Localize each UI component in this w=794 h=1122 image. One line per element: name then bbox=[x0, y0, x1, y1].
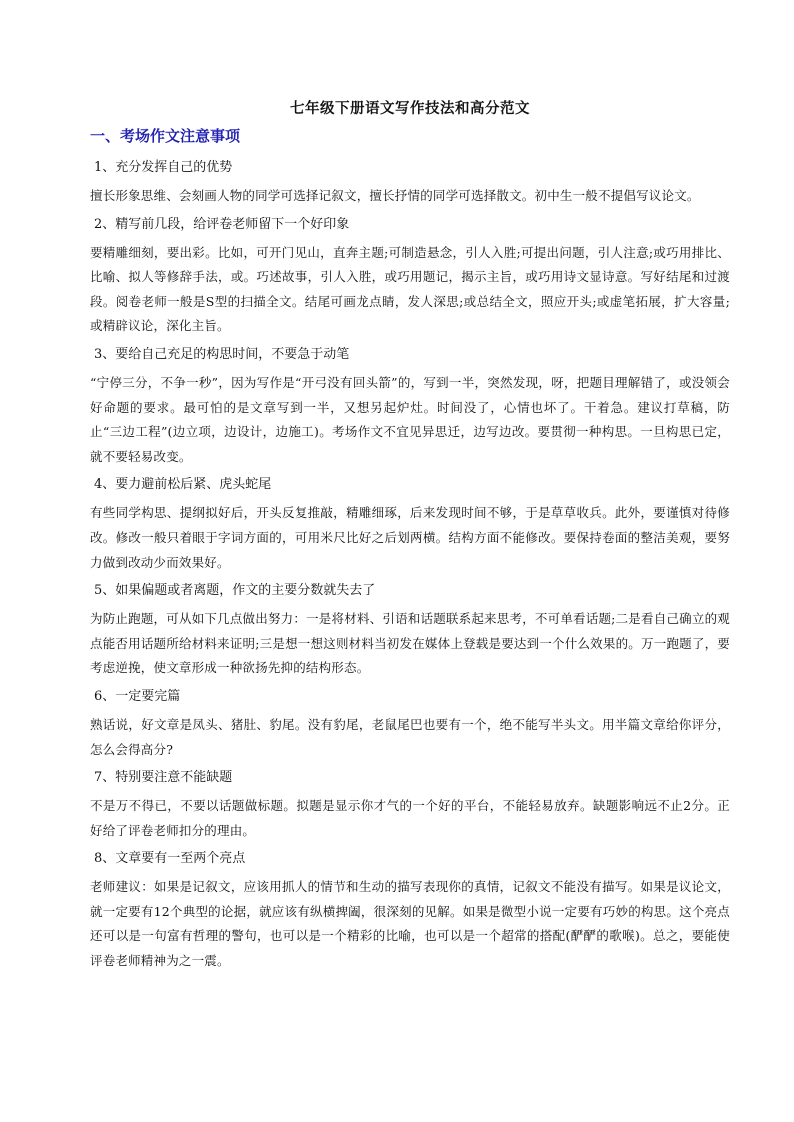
item-heading: 6、一定要完篇 bbox=[94, 688, 181, 704]
list-item bbox=[90, 847, 730, 973]
list-item bbox=[90, 343, 730, 469]
item-body: “宁停三分，不争一秒”，因为写作是“开弓没有回头箭”的，写到一半，突然发现，呀，把题目理解错了，或没领会好命题的要求。最可怕的是文章写到一半，又想另起炉灶。时间没了，心情也坏了。干着急。建议打草稿，防止“三边工程”(边立项，边设计，边施工)。考场作文不宜见异思迁，边写边改。要贯彻一种构思。一旦构思已定，就不要轻易改变。 bbox=[90, 374, 730, 464]
item-body: 擅长形象思维、会刻画人物的同学可选择记叙文，擅长抒情的同学可选择散文。初中生一般不提倡写议论文。 bbox=[90, 188, 700, 203]
item-body: 要精雕细刻，要出彩。比如，可开门见山，直奔主题;可制造悬念，引人入胜;可提出问题，引人注意;或巧用排比、比喻、拟人等修辞手法，或。巧述故事，引人入胜，或巧用题记，揭示主旨，或巧用诗文显诗意。写好结尾和过渡段。阅卷老师一般是S型的扫描全文。结尾可画龙点睛，发人深思;或总结全文，照应开头;或虚笔拓展，扩大容量;或精辟议论，深化主旨。 bbox=[90, 244, 730, 334]
list-item bbox=[90, 156, 730, 209]
item-body: 不是万不得已，不要以话题做标题。拟题是显示你才气的一个好的平台，不能轻易放弃。缺题影响远不止2分。正好给了评卷老师扣分的理由。 bbox=[90, 798, 730, 838]
list-item bbox=[90, 473, 730, 575]
item-body: 有些同学构思、提纲拟好后，开头反复推敲，精雕细琢，后来发现时间不够，于是草草收兵。此外，要谨慎对待修改。修改一般只着眼于字词方面的，可用米尺比好之后划两横。结构方面不能修改。要保持卷面的整洁美观，要努力做到改动少而效果好。 bbox=[90, 505, 730, 570]
document-title: 七年级下册语文写作技法和高分范文 bbox=[290, 100, 530, 117]
section-heading: 一、考场作文注意事项 bbox=[90, 127, 241, 145]
item-heading: 5、如果偏题或者离题，作文的主要分数就失去了 bbox=[94, 583, 376, 599]
document-page bbox=[90, 98, 730, 978]
list-item bbox=[90, 213, 730, 339]
item-body: 老师建议：如果是记叙文，应该用抓人的情节和生动的描写表现你的真情，记叙文不能没有描写。如果是议论文，就一定要有12个典型的论据，就应该有纵横捭阖，很深刻的见解。如果是微型小说一定要有巧妙的构思。这个亮点还可以是一句富有哲理的警句，也可以是一个精彩的比喻，也可以是一个超常的搭配(酽酽的歌喉)。总之，要能使评卷老师精神为之一震。 bbox=[90, 879, 730, 969]
item-body: 熟话说，好文章是凤头、猪肚、豹尾。没有豹尾，老鼠尾巴也要有一个，绝不能写半头文。用半篇文章给你评分，怎么会得高分? bbox=[90, 716, 730, 757]
item-heading: 4、要力避前松后紧、虎头蛇尾 bbox=[94, 477, 272, 493]
item-heading: 1、充分发挥自己的优势 bbox=[94, 160, 233, 175]
item-heading: 7、特别要注意不能缺题 bbox=[94, 770, 233, 786]
item-heading: 3、要给自己充足的构思时间，不要急于动笔 bbox=[94, 346, 350, 362]
item-heading: 8、文章要有一至两个亮点 bbox=[94, 851, 246, 867]
item-body: 为防止跑题，可从如下几点做出努力：一是将材料、引语和话题联系起来思考，不可单看话题;二是看自己确立的观点能否用话题所给材料来证明;三是想一想这则材料当初发在媒体上登载是要达到一个什么效果的。万一跑题了，要考虑逆挽，使文章形成一种欲扬先抑的结构形态。 bbox=[90, 611, 730, 676]
list-item bbox=[90, 579, 730, 681]
item-heading: 2、精写前几段，给评卷老师留下一个好印象 bbox=[94, 216, 350, 232]
list-item bbox=[90, 685, 730, 762]
list-item bbox=[90, 766, 730, 843]
